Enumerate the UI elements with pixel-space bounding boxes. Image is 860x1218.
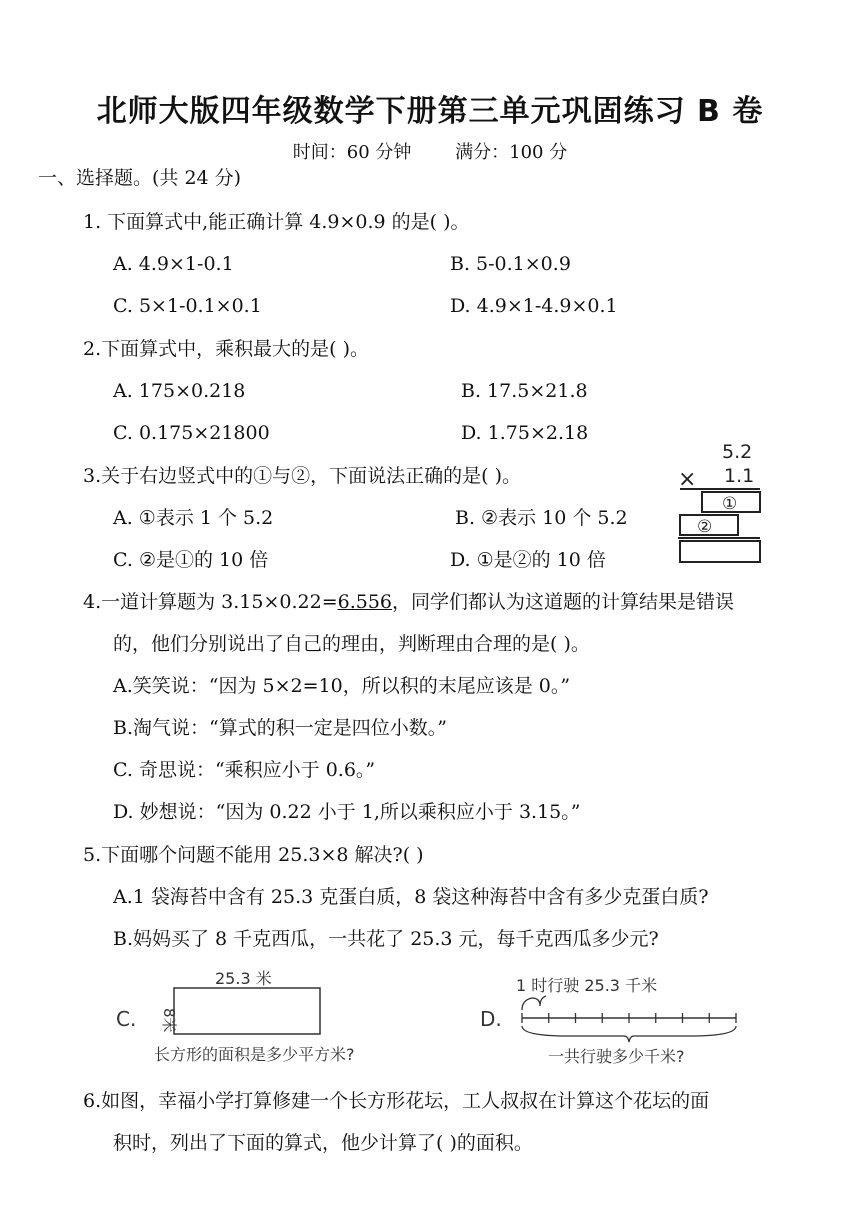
page-title: 北师大版四年级数学下册第三单元巩固练习 B 卷 bbox=[96, 94, 764, 129]
q3-stem: 3.关于右边竖式中的①与②，下面说法正确的是( )。 bbox=[83, 465, 521, 487]
q1-option-a: A. 4.9×1-0.1 bbox=[113, 253, 234, 275]
q5-option-b: B.妈妈买了 8 千克西瓜，一共花了 25.3 元，每千克西瓜多少元? bbox=[113, 928, 659, 950]
q5-option-a: A.1 袋海苔中含有 25.3 克蛋白质，8 袋这种海苔中含有多少克蛋白质? bbox=[113, 886, 709, 908]
q1-option-d: D. 4.9×1-4.9×0.1 bbox=[450, 295, 618, 317]
q3-option-a: A. ①表示 1 个 5.2 bbox=[113, 507, 274, 529]
q1-stem: 1. 下面算式中,能正确计算 4.9×0.9 的是( )。 bbox=[83, 211, 470, 233]
q4-option-d: D. 妙想说：“因为 0.22 小于 1,所以乘积应小于 3.15。” bbox=[113, 801, 581, 823]
q2-stem: 2.下面算式中，乘积最大的是( )。 bbox=[83, 338, 369, 360]
one-hour-brace bbox=[522, 996, 546, 1010]
score-label: 满分：100 分 bbox=[455, 142, 568, 163]
rect-question: 长方形的面积是多少平方米? bbox=[154, 1045, 355, 1064]
q5-d-label: D. bbox=[480, 1007, 502, 1031]
q2-option-d: D. 1.75×2.18 bbox=[461, 422, 589, 444]
time-label: 时间：60 分钟 bbox=[292, 142, 412, 163]
q4-stem-part1: 4.一道计算题为 3.15×0.22= bbox=[83, 591, 338, 613]
q5-option-d-figure bbox=[478, 966, 748, 1070]
rect-length-label: 25.3 米 bbox=[215, 969, 272, 988]
total-brace bbox=[522, 1026, 736, 1042]
q4-stem-part2: ，同学们都认为这道题的计算结果是错误 bbox=[392, 591, 735, 613]
multiplier: 1.1 bbox=[724, 465, 755, 487]
q6-stem-line1: 6.如图，幸福小学打算修建一个长方形花坛，工人叔叔在计算这个花坛的面 bbox=[83, 1090, 710, 1112]
q1-option-c: C. 5×1-0.1×0.1 bbox=[113, 295, 262, 317]
q1-option-b: B. 5-0.1×0.9 bbox=[450, 253, 571, 275]
distance-question: 一共行驶多少千米? bbox=[548, 1047, 685, 1066]
vertical-multiplication-figure bbox=[672, 436, 772, 568]
q6-stem-line2: 积时，列出了下面的算式，他少计算了( )的面积。 bbox=[113, 1132, 533, 1154]
q2-option-c: C. 0.175×21800 bbox=[113, 422, 270, 444]
rect-width-label: 8米 bbox=[160, 1008, 178, 1033]
q4-option-b: B.淘气说：“算式的积一定是四位小数。” bbox=[113, 717, 447, 739]
exam-meta bbox=[0, 138, 860, 164]
q5-stem: 5.下面哪个问题不能用 25.3×8 解决?( ) bbox=[83, 844, 424, 866]
box-2-label: ② bbox=[697, 517, 713, 537]
q2-option-b: B. 17.5×21.8 bbox=[461, 380, 588, 402]
q4-option-a: A.笑笑说：“因为 5×2=10，所以积的末尾应该是 0。” bbox=[113, 675, 571, 697]
q3-option-b: B. ②表示 10 个 5.2 bbox=[455, 507, 628, 529]
q5-c-label: C. bbox=[116, 1007, 137, 1031]
q3-option-c: C. ②是①的 10 倍 bbox=[113, 549, 269, 571]
speed-label: 1 时行驶 25.3 千米 bbox=[516, 976, 658, 995]
q4-wrong-result: 6.556 bbox=[337, 591, 393, 613]
section-heading: 一、选择题。(共 24 分) bbox=[38, 167, 242, 189]
q4-stem-line1 bbox=[83, 590, 734, 614]
box-1-label: ① bbox=[722, 494, 738, 514]
q4-stem-line2: 的，他们分别说出了自己的理由，判断理由合理的是( )。 bbox=[113, 633, 590, 655]
q5-option-c-figure bbox=[112, 966, 442, 1070]
q3-option-d: D. ①是②的 10 倍 bbox=[450, 549, 606, 571]
rectangle-shape bbox=[174, 988, 320, 1034]
times-sign: × bbox=[678, 467, 697, 492]
product-box bbox=[680, 541, 760, 562]
q2-option-a: A. 175×0.218 bbox=[113, 380, 246, 402]
q4-option-c: C. 奇思说：“乘积应小于 0.6。” bbox=[113, 759, 376, 781]
multiplicand: 5.2 bbox=[722, 441, 753, 463]
